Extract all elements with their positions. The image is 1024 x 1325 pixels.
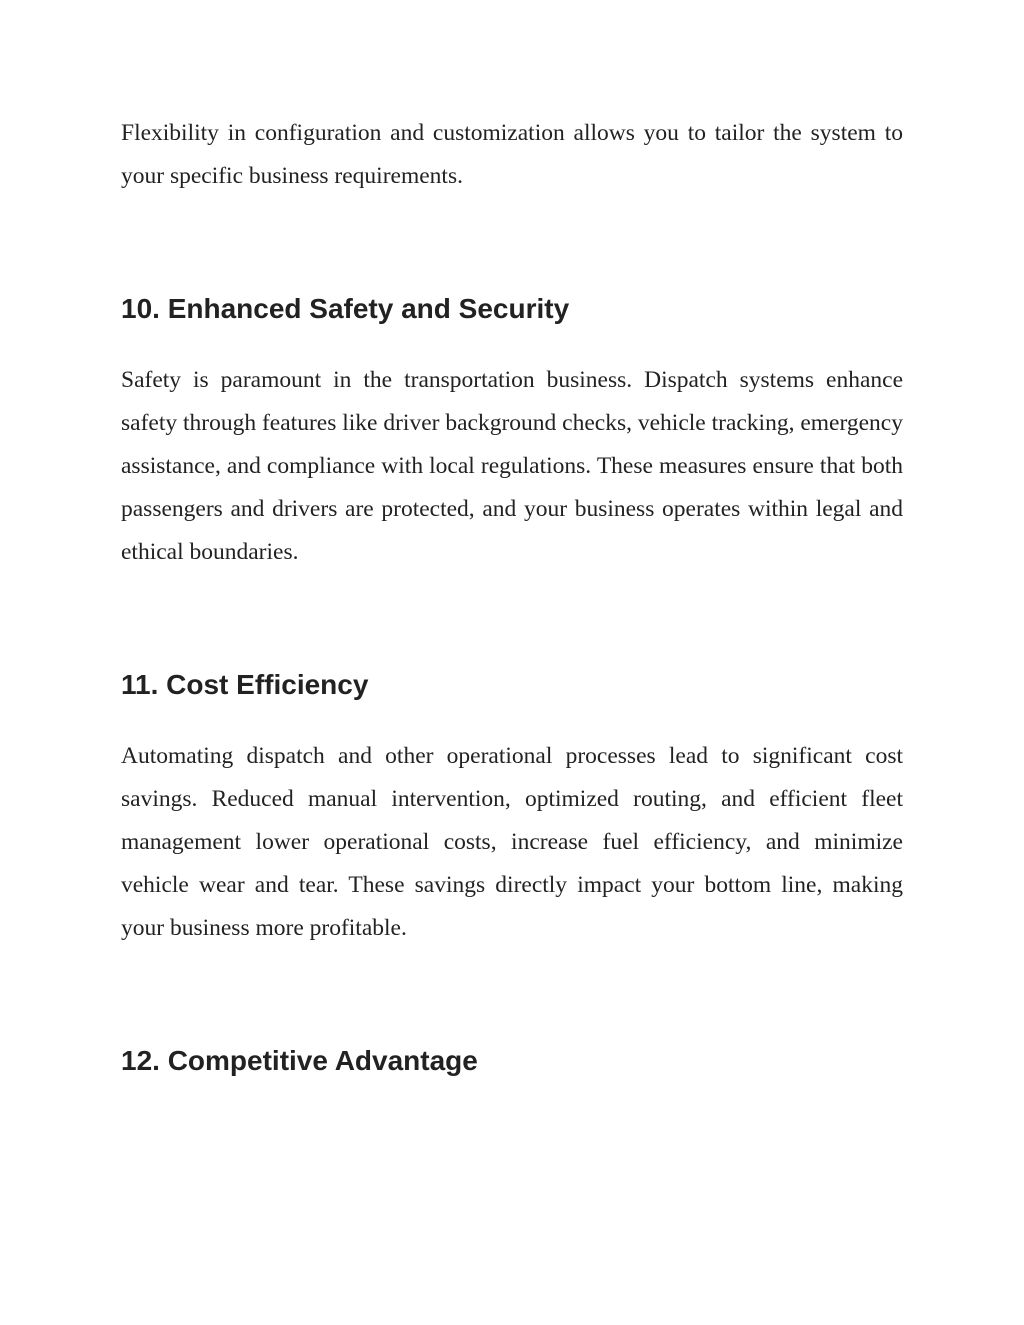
section-heading-cost-efficiency: 11. Cost Efficiency — [121, 669, 369, 700]
intro-paragraph: Flexibility in configuration and customization allows you to tailor the system to your specific business requirements. — [121, 120, 903, 189]
section-body-cost-efficiency: Automating dispatch and other operational processes lead to significant cost savings. Reduced manual intervention, optimized routing, and efficient fleet management lower operational costs, increase fuel efficiency, and minimize vehicle wear and tear. These savings directly impact your bottom line, making your business more profitable. — [121, 743, 903, 941]
section-body-safety-security: Safety is paramount in the transportation business. Dispatch systems enhance safety through features like driver background checks, vehicle tracking, emergency assistance, and compliance with local regulations. These measures ensure that both passengers and drivers are protected, and your business operates within legal and ethical boundaries. — [121, 367, 903, 565]
document-page — [121, 112, 903, 1079]
section-heading-safety-security: 10. Enhanced Safety and Security — [121, 293, 570, 324]
section-heading-competitive-advantage: 12. Competitive Advantage — [121, 1045, 478, 1076]
